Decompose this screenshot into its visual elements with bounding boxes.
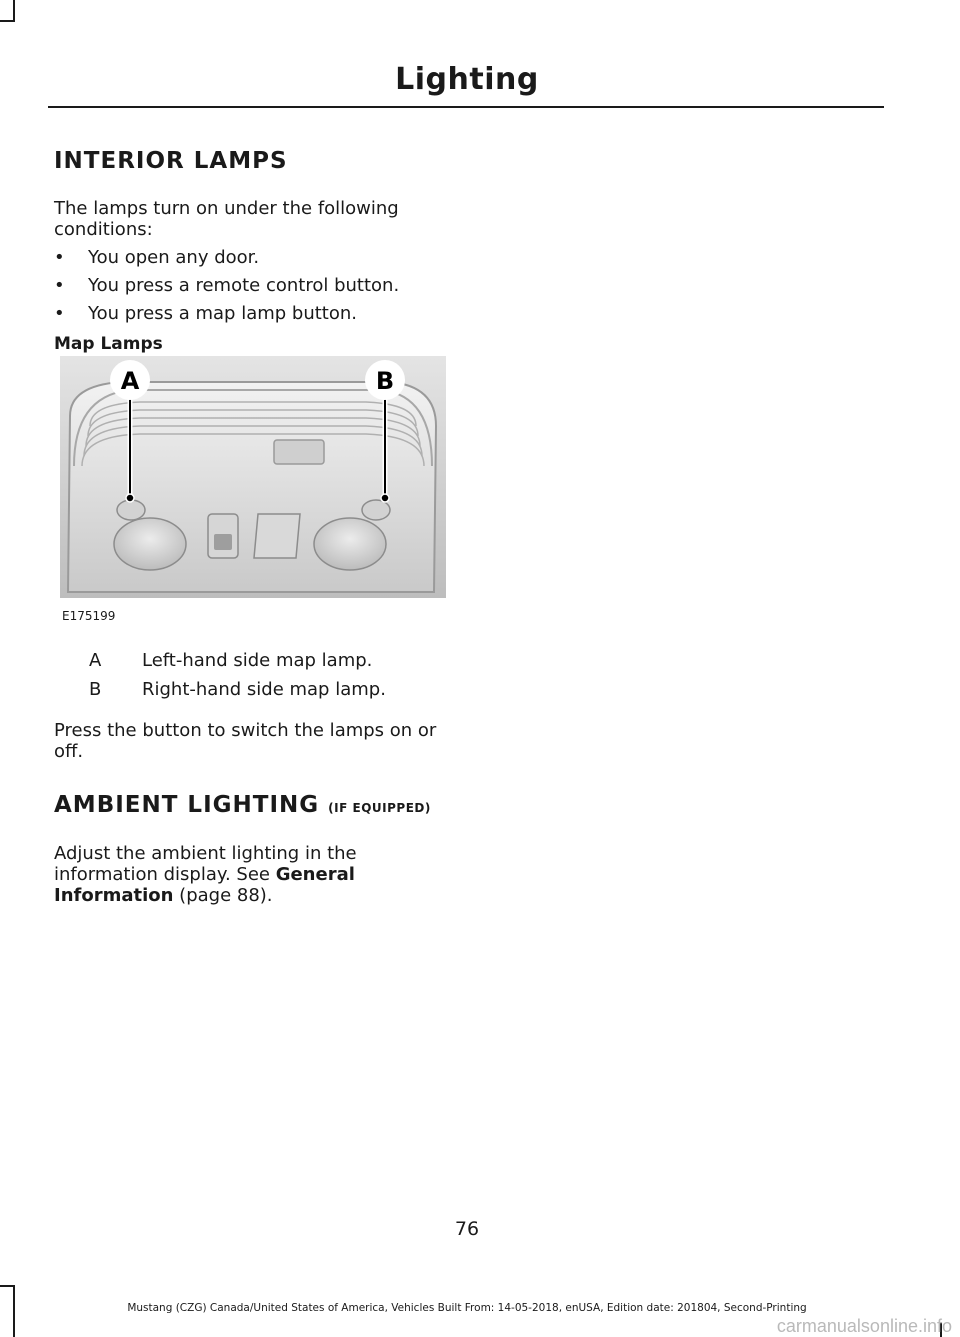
- cross-reference-link[interactable]: General Information: [54, 864, 355, 906]
- ambient-text: Adjust the ambient lighting in the information display. See: [54, 843, 357, 885]
- watermark: carmanualsonline.info: [776, 1316, 952, 1336]
- right-lamp-lens: [314, 518, 386, 570]
- section-heading-interior-lamps: [54, 148, 288, 174]
- heading-suffix: (IF EQUIPPED): [328, 801, 431, 815]
- list-item-text: You press a remote control button.: [88, 275, 400, 296]
- bullet-dot: •: [54, 303, 65, 324]
- header-rule: [48, 106, 884, 108]
- page-reference: (page 88).: [173, 885, 273, 906]
- callout-dot-b: [381, 494, 389, 502]
- legend-key: A: [89, 650, 102, 671]
- figure-code: E175199: [62, 609, 116, 623]
- left-lamp-lens: [114, 518, 186, 570]
- callout-dot-a: [126, 494, 134, 502]
- list-item-text: You press a map lamp button.: [88, 303, 357, 324]
- callout-label-b: B: [375, 367, 395, 395]
- ambient-paragraph: [54, 843, 450, 906]
- map-lamps-illustration: [60, 356, 446, 598]
- console-drawing: [60, 356, 446, 598]
- page-number: 76: [454, 1218, 480, 1240]
- bullet-dot: •: [54, 275, 65, 296]
- left-lamp-button: [117, 500, 145, 520]
- legend-text: Right-hand side map lamp.: [142, 679, 386, 700]
- page-header-title: Lighting: [395, 62, 539, 97]
- legend-key: B: [89, 679, 102, 700]
- heading-text: INTERIOR LAMPS: [54, 148, 288, 174]
- section-heading-ambient-lighting: [54, 792, 431, 818]
- sensor-grille: [274, 440, 324, 464]
- center-panel: [254, 514, 300, 558]
- list-item-text: You open any door.: [88, 247, 260, 268]
- bullet-dot: •: [54, 247, 65, 268]
- right-lamp-button: [362, 500, 390, 520]
- legend-text: Left-hand side map lamp.: [142, 650, 373, 671]
- subheading-map-lamps: Map Lamps: [54, 334, 163, 354]
- crop-mark-bottom-left-h: [0, 1285, 15, 1287]
- center-switch-rocker: [214, 534, 232, 550]
- lamp-switch-note: Press the button to switch the lamps on or off.: [54, 720, 437, 762]
- heading-text: AMBIENT LIGHTING: [54, 792, 320, 818]
- crop-mark-top-left-v: [13, 0, 15, 22]
- intro-paragraph: The lamps turn on under the following conditions:: [54, 198, 399, 240]
- page-footer: Mustang (CZG) Canada/United States of America, Vehicles Built From: 14-05-2018, enUSA, Edition date: 201804, Second-Printing: [127, 1302, 807, 1314]
- crop-mark-top-left-h: [0, 20, 15, 22]
- callout-label-a: A: [120, 367, 140, 395]
